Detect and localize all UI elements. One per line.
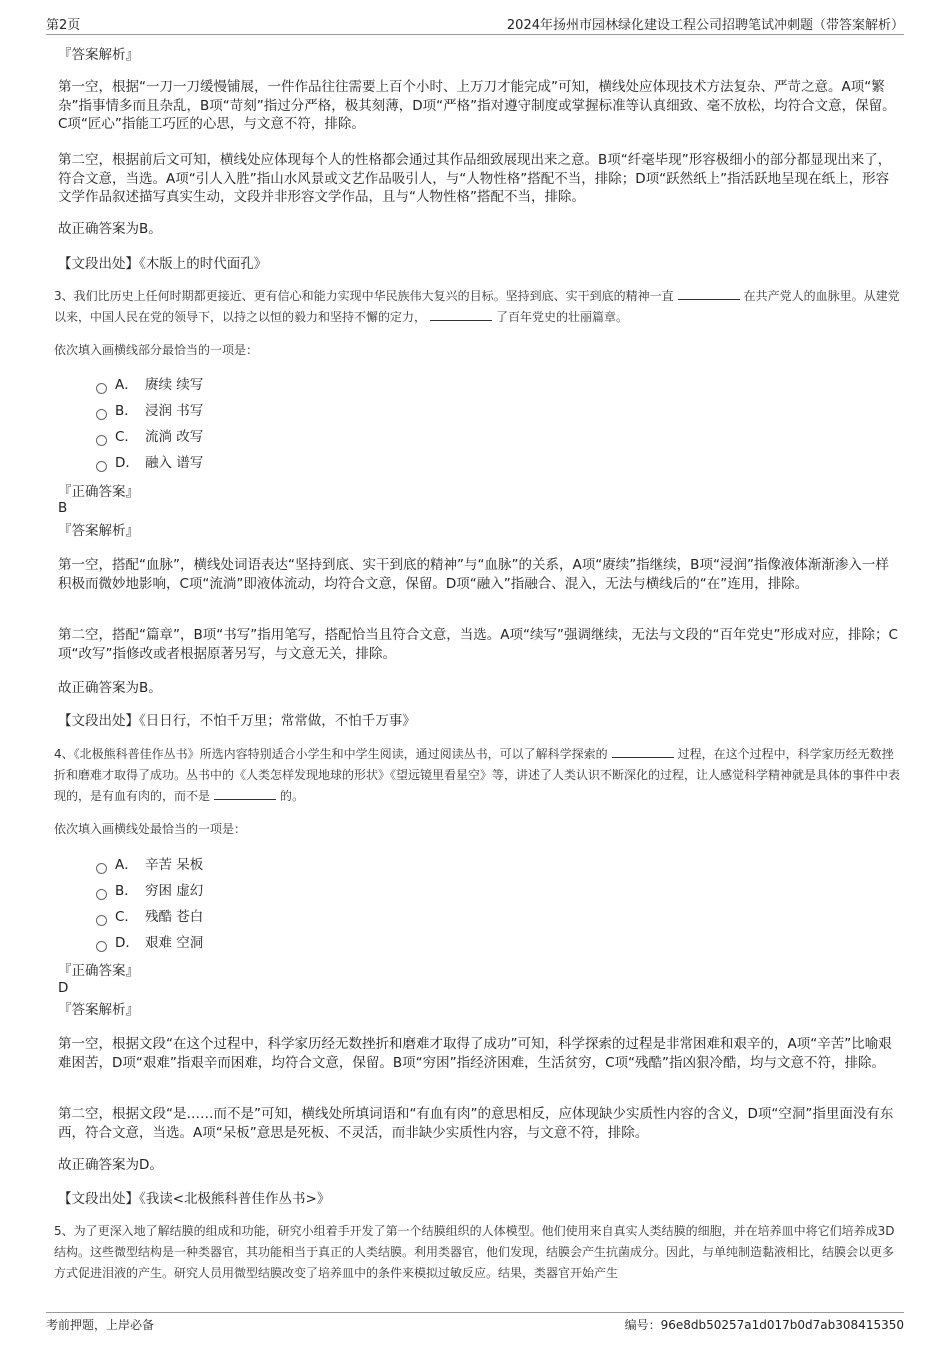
answer-conclusion: 故正确答案为B。 [58,221,162,237]
source-citation: 【文段出处】《日日行，不怕千万里；常常做，不怕千万事》 [58,713,416,729]
radio-icon[interactable] [96,863,107,874]
fill-blank-1 [678,287,740,300]
option-c[interactable]: C． 残酷 苍白 [96,907,203,927]
analysis-paragraph-1: 第一空，根据“一刀一刀缓慢铺展，一件作品往往需要上百个小时、上万刀才能完成”可知，横线处应体现技术方法复杂、严苛之意。A项“繁杂”指事情多而且杂乱，B项“苛刻”指过分严格，极其刻薄，D项“严格”指对遵守制度或掌握标准等认真细致、毫不放松，均符合文意，保留。C项“匠心”指能工巧匠的心思，与文意不符，排除。 [58,79,896,132]
answer-conclusion: 故正确答案为B。 [58,680,162,696]
question-5-stem: 5、为了更深入地了解结膜的组成和功能，研究小组着手开发了第一个结膜组织的人体模型。他们使用来自真实人类结膜的细胞，并在培养皿中将它们培养成3D结构。这些微型结构是一种类器官，其功能相当于真正的人类结膜。利用类器官，他们发现，结膜会产生抗菌成分。因此，与单纯制造黏液相比，结膜会以更多方式促进泪液的产生。研究人员用微型结膜改变了培养皿中的条件来模拟过敏反应。结果，类器官开始产生 [54,1224,895,1280]
option-b[interactable]: B． 穷困 虚幻 [96,881,203,901]
radio-icon[interactable] [96,941,107,952]
radio-icon[interactable] [96,409,107,420]
stem-part-a: 4、《北极熊科普佳作丛书》所选内容特别适合小学生和中学生阅读，通过阅读丛书，可以了解科学探索的 [54,747,608,761]
analysis-paragraph-2: 第二空，搭配“篇章”，B项“书写”指用笔写，搭配恰当且符合文意，当选。A项“续写”强调继续，无法与文段的“百年党史”形成对应，排除；C项“改写”指修改或者根据原著另写，与文意无关，排除。 [58,627,898,662]
radio-icon[interactable] [96,915,107,926]
analysis-paragraph-2: 第二空，根据前后文可知，横线处应体现每个人的性格都会通过其作品细致展现出来之意。B项“纤毫毕现”形容极细小的部分都显现出来了，符合文意，当选。A项“引人入胜”指山水风景或文艺作品吸引人，与“人物性格”搭配不当，排除；D项“跃然纸上”指活跃地呈现在纸上，形容文学作品叙述描写真实生动，文段并非形容文学作品，且与“人物性格”搭配不当，排除。 [58,152,892,205]
fill-blank-2 [214,787,276,800]
fill-blank-1 [612,745,674,758]
fill-blank-2 [430,308,492,321]
document-title: 2024年扬州市园林绿化建设工程公司招聘笔试冲刺题（带答案解析） [506,18,904,33]
correct-answer: B [58,500,68,516]
page-number: 第2页 [46,18,81,33]
question-4-prompt: 依次填入画横线处最恰当的一项是： [54,822,247,836]
option-a[interactable]: A． 赓续 续写 [96,375,203,395]
stem-part-c: 了百年党史的壮丽篇章。 [496,310,629,324]
stem-part-c: 的。 [280,789,305,803]
radio-icon[interactable] [96,461,107,472]
radio-icon[interactable] [96,889,107,900]
option-d[interactable]: D． 艰难 空洞 [96,933,203,953]
analysis-title: 『答案解析』 [58,1002,139,1018]
document-id: 编号：96e8db50257a1d017b0d7ab308415350 [624,1318,904,1332]
option-b[interactable]: B． 浸润 书写 [96,401,203,421]
analysis-title: 『答案解析』 [58,47,139,63]
footer-slogan: 考前押题，上岸必备 [46,1318,155,1332]
option-d[interactable]: D． 融入 谱写 [96,453,203,473]
analysis-paragraph-1: 第一空，搭配“血脉”，横线处词语表达“坚持到底、实干到底的精神”与“血脉”的关系，A项“赓续”指继续，B项“浸润”指像液体渐渐渗入一样积极而微妙地影响，C项“流淌”即液体流动，均符合文意，保留。D项“融入”指融合、混入，无法与横线后的“在”连用，排除。 [58,557,889,592]
source-citation: 【文段出处】《我读<北极熊科普佳作丛书>》 [58,1191,331,1207]
answer-conclusion: 故正确答案为D。 [58,1157,163,1173]
analysis-paragraph-2: 第二空，根据文段“是……而不是”可知，横线处所填词语和“有血有肉”的意思相反，应体现缺少实质性内容的含义，D项“空洞”指里面没有东西，符合文意，当选。A项“呆板”意思是死板、不灵活，而非缺少实质性内容，与文意不符，排除。 [58,1106,894,1141]
correct-answer: D [58,980,69,996]
stem-part-b: 过程，在这个过程中，科学家历经无数挫折和磨难才取得了成功。丛书中的《人类怎样发现地球的形状》《望远镜里看星空》等，讲述了人类认识不断深化的过程，让人感觉科学精神就是具体的事件中表现的，是有血有肉的，而不是 [54,747,901,803]
correct-answer-title: 『正确答案』 [58,963,139,979]
page-footer [46,1312,904,1335]
option-a[interactable]: A． 辛苦 呆板 [96,855,203,875]
page-header [46,14,904,35]
option-c[interactable]: C． 流淌 改写 [96,427,203,447]
source-citation: 【文段出处】《木版上的时代面孔》 [58,256,268,272]
question-3-stem [54,286,900,328]
analysis-title: 『答案解析』 [58,523,139,539]
correct-answer-title: 『正确答案』 [58,484,139,500]
stem-part-b: 在共产党人的血脉里。从建党以来，中国人民在党的领导下，以持之以恒的毅力和坚持不懈的定力， [54,289,900,324]
analysis-paragraph-1: 第一空，根据文段“在这个过程中，科学家历经无数挫折和磨难才取得了成功”可知，科学探索的过程是非常困难和艰辛的，A项“辛苦”比喻艰难困苦，D项“艰难”指艰辛而困难，均符合文意，保留。B项“穷困”指经济困难，生活贫穷，C项“残酷”指凶狠冷酷，均与文意不符，排除。 [58,1036,892,1071]
question-3-prompt: 依次填入画横线部分最恰当的一项是： [54,343,259,357]
stem-part-a: 3、我们比历史上任何时期都更接近、更有信心和能力实现中华民族伟大复兴的目标。坚持到底、实干到底的精神一直 [54,289,674,303]
radio-icon[interactable] [96,435,107,446]
question-4-stem [54,744,900,807]
radio-icon[interactable] [96,383,107,394]
